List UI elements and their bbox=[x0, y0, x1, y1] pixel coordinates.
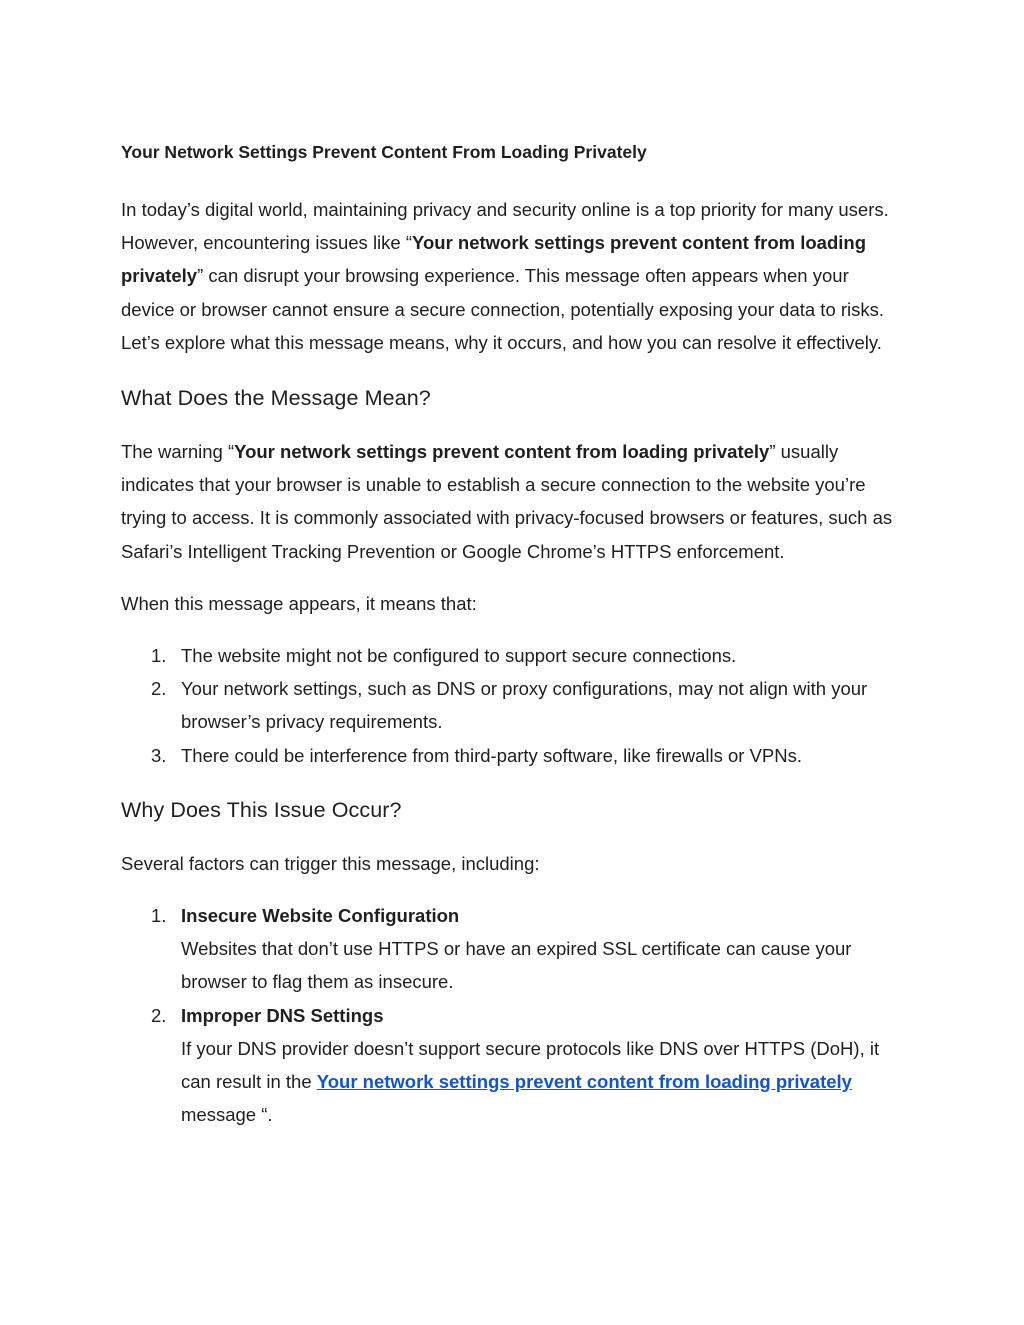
section-heading-meaning: What Does the Message Mean? bbox=[121, 386, 431, 411]
meaning-list bbox=[121, 639, 901, 772]
list-item-text: Your network settings, such as DNS or proxy configurations, may not align with your browser’s privacy requirements. bbox=[181, 678, 868, 733]
factor-text: If your DNS provider doesn’t support secure protocols like DNS over HTTPS (DoH), it can result in the bbox=[181, 1037, 880, 1093]
list-item bbox=[121, 999, 901, 1132]
intro-bold-phrase: Your network settings prevent content from loading privately bbox=[121, 232, 866, 287]
list-item bbox=[121, 899, 901, 999]
factor-title: Improper DNS Settings bbox=[181, 1004, 384, 1026]
list-number: 2. bbox=[151, 1004, 167, 1026]
meaning-bold-phrase: Your network settings prevent content from loading privately bbox=[234, 441, 770, 463]
meaning-paragraph bbox=[121, 435, 901, 568]
list-item-text: The website might not be configured to support secure connections. bbox=[181, 645, 737, 667]
list-item bbox=[121, 672, 901, 738]
list-number: 1. bbox=[151, 905, 167, 927]
list-number: 3. bbox=[151, 744, 167, 766]
list-item bbox=[121, 639, 901, 672]
intro-text-2: ” can disrupt your browsing experience. This message often appears when your device or browser cannot ensure a secure connection, potentially exposing your data to risks. Let’s explore what this message means, why it occurs, and how you can resolve it effectively. bbox=[121, 265, 885, 353]
section-heading-why: Why Does This Issue Occur? bbox=[121, 797, 402, 822]
list-number: 1. bbox=[151, 645, 167, 667]
list-item bbox=[121, 739, 901, 772]
intro-text-1: In today’s digital world, maintaining privacy and security online is a top priority for many users. However, encountering issues like “ bbox=[121, 199, 889, 254]
document-page bbox=[121, 140, 901, 1131]
factor-title: Insecure Website Configuration bbox=[181, 905, 460, 927]
article-link[interactable]: Your network settings prevent content from loading privately bbox=[316, 1071, 852, 1093]
intro-paragraph bbox=[121, 193, 901, 359]
factor-text: Websites that don’t use HTTPS or have an expired SSL certificate can cause your browser to flag them as insecure. bbox=[181, 938, 852, 993]
factor-text-after: message “. bbox=[181, 1104, 273, 1126]
list-number: 2. bbox=[151, 678, 167, 700]
meaning-text-1: The warning “ bbox=[121, 441, 235, 463]
factors-intro-paragraph: Several factors can trigger this message, including: bbox=[121, 852, 540, 874]
document-title: Your Network Settings Prevent Content From Loading Privately bbox=[121, 142, 647, 162]
list-item-text: There could be interference from third-party software, like firewalls or VPNs. bbox=[181, 744, 803, 766]
factors-list bbox=[121, 899, 901, 1131]
when-paragraph: When this message appears, it means that: bbox=[121, 592, 477, 614]
meaning-text-2: ” usually indicates that your browser is unable to establish a secure connection to the website you’re trying to access. It is commonly associated with privacy-focused browsers or features, such as Safari’s Intelligent Tracking Prevention or Google Chrome’s HTTPS enforcement. bbox=[121, 441, 893, 562]
